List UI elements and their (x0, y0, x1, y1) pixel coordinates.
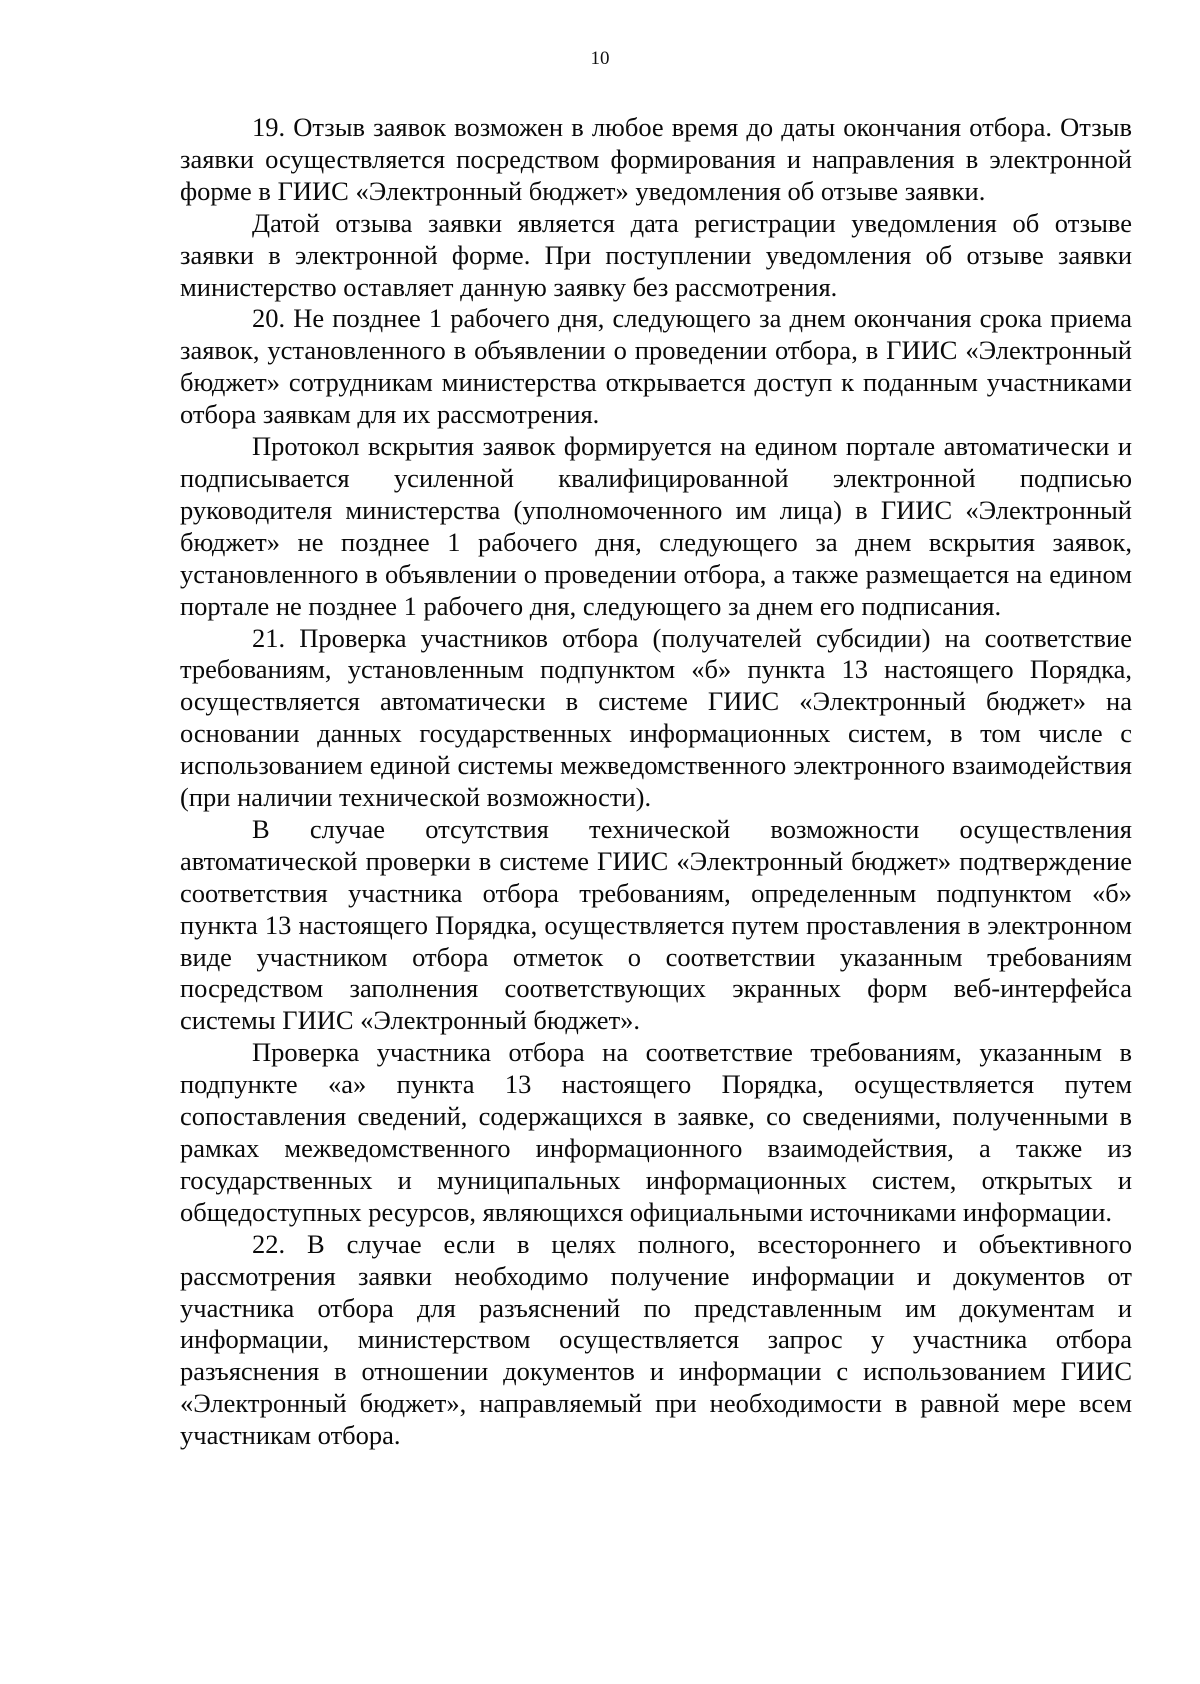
paragraph-21-manual-check: В случае отсутствия технической возможности осуществления автоматической проверки в системе ГИИС «Электронный бюджет» подтверждение соответствия участника отбора требованиям, определенным подпунктом «б» пункта 13 настоящего Порядка, осуществляется путем проставления в электронном виде участником отбора отметок о соответствии указанным требованиям посредством заполнения соответствующих экранных форм веб-интерфейса системы ГИИС «Электронный бюджет». (180, 813, 1132, 1036)
paragraph-19: 19. Отзыв заявок возможен в любое время до даты окончания отбора. Отзыв заявки осуществляется посредством формирования и направления в электронной форме в ГИИС «Электронный бюджет» уведомления об отзыве заявки. (180, 112, 1132, 206)
paragraph-19-withdrawal-date: Датой отзыва заявки является дата регистрации уведомления об отзыве заявки в электронной форме. При поступлении уведомления об отзыве заявки министерство оставляет данную заявку без рассмотрения. (180, 207, 1132, 302)
paragraph-21: 21. Проверка участников отбора (получателей субсидии) на соответствие требованиям, установленным подпунктом «б» пункта 13 настоящего Порядка, осуществляется автоматически в системе ГИИС «Электронный бюджет» на основании данных государственных информационных систем, в том числе с использованием единой системы межведомственного электронного взаимодействия (при наличии технической возможности). (180, 622, 1132, 813)
paragraph-20: 20. Не позднее 1 рабочего дня, следующего за днем окончания срока приема заявок, установленного в объявлении о проведении отбора, в ГИИС «Электронный бюджет» сотрудникам министерства открывается доступ к поданным участниками отбора заявкам для их рассмотрения. (180, 303, 1132, 430)
document-body (180, 112, 1132, 1452)
page-number: 10 (590, 48, 610, 69)
paragraph-21-verification: Проверка участника отбора на соответствие требованиям, указанным в подпункте «а» пункта 13 настоящего Порядка, осуществляется путем сопоставления сведений, содержащихся в заявке, со сведениями, полученными в рамках межведомственного информационного взаимодействия, а также из государственных и муниципальных информационных систем, открытых и общедоступных ресурсов, являющихся официальными источниками информации. (180, 1037, 1132, 1227)
paragraph-20-opening-protocol: Протокол вскрытия заявок формируется на едином портале автоматически и подписывается усиленной квалифицированной электронной подписью руководителя министерства (уполномоченного им лица) в ГИИС «Электронный бюджет» не позднее 1 рабочего дня, следующего за днем вскрытия заявок, установленного в объявлении о проведении отбора, а также размещается на едином портале не позднее 1 рабочего дня, следующего за днем его подписания. (180, 431, 1132, 621)
paragraph-22: 22. В случае если в целях полного, всестороннего и объективного рассмотрения заявки необходимо получение информации и документов от участника отбора для разъяснений по представленным им документам и информации, министерством осуществляется запрос у участника отбора разъяснения в отношении документов и информации с использованием ГИИС «Электронный бюджет», направляемый при необходимости в равной мере всем участникам отбора. (180, 1228, 1132, 1451)
